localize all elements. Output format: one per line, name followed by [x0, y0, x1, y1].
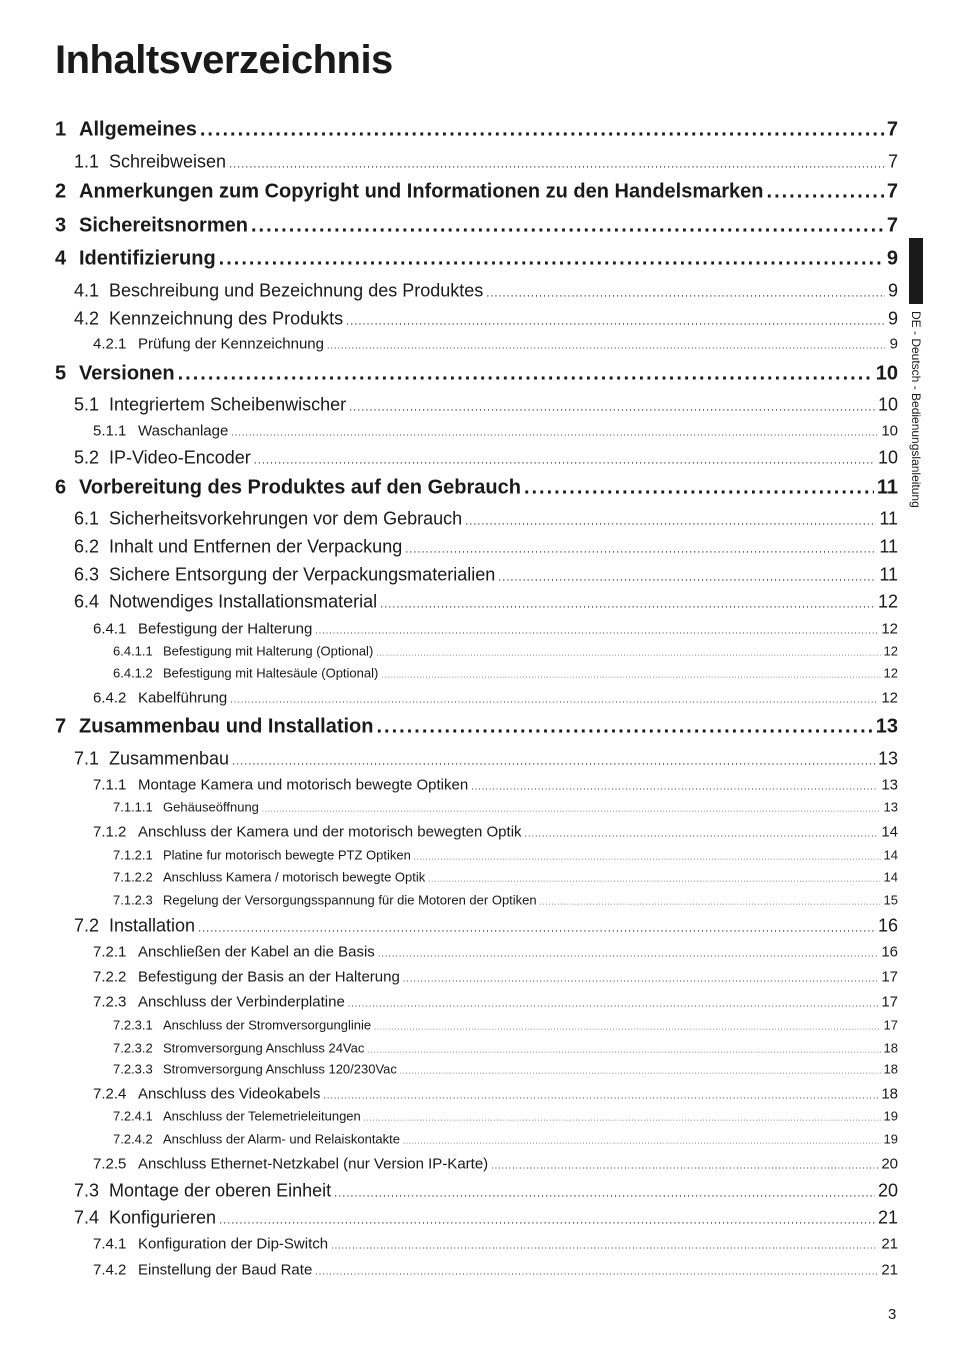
toc-entry-page: 11 [879, 508, 898, 529]
toc-entry[interactable] [93, 1262, 898, 1279]
dot-leader [364, 1116, 881, 1123]
toc-entry-label: Identifizierung [79, 247, 216, 270]
dot-leader [403, 974, 878, 984]
toc-entry[interactable] [93, 690, 898, 707]
toc-entry-number: 5.2 [74, 447, 100, 468]
toc-entry-page: 21 [881, 1235, 898, 1253]
dot-leader [403, 1139, 881, 1146]
toc-entry[interactable] [93, 777, 898, 794]
toc-entry[interactable] [93, 1156, 898, 1173]
page-number: 3 [888, 1306, 897, 1323]
toc-entry-number: 4.2.1 [93, 335, 127, 353]
dot-leader [525, 829, 879, 839]
toc-entry-number: 7.2 [74, 915, 100, 936]
toc-entry-page: 10 [877, 447, 898, 468]
toc-entry-page: 18 [883, 1061, 898, 1077]
dot-leader [219, 1215, 875, 1227]
toc-entry[interactable] [55, 363, 898, 386]
dot-leader [498, 572, 876, 584]
toc-entry-page: 11 [879, 536, 898, 557]
toc-entry-page: 14 [881, 823, 898, 841]
toc-entry-number: 1.1 [74, 151, 100, 172]
dot-leader [471, 782, 878, 792]
toc-entry-label: Anschluss der Verbinderplatine [138, 993, 345, 1011]
toc-entry-label: Anschluss Ethernet-Netzkabel (nur Version IP-Karte) [138, 1155, 489, 1173]
toc-entry-page: 18 [881, 1085, 898, 1103]
toc-entry-label: Konfiguration der Dip-Switch [138, 1235, 329, 1253]
toc-entry-number: 5.1 [74, 394, 100, 415]
toc-entry-page: 14 [883, 847, 898, 863]
toc-entry-label: Anschließen der Kabel an die Basis [138, 943, 375, 961]
toc-entry-label: Kennzeichnung des Produkts [109, 308, 344, 329]
toc-entry[interactable] [74, 152, 898, 173]
toc-entry-page: 13 [877, 748, 898, 769]
toc-entry-number: 7.4.2 [93, 1261, 127, 1279]
toc-entry-label: Anschluss der Alarm- und Relaiskontakte [163, 1131, 401, 1147]
toc-entry-label: IP-Video-Encoder [109, 447, 251, 468]
toc-entry-number: 4.1 [74, 280, 100, 301]
toc-entry-label: Inhalt und Entfernen der Verpackung [109, 536, 403, 557]
toc-entry[interactable] [74, 448, 898, 469]
toc-entry-number: 7.2.4.2 [113, 1131, 153, 1147]
toc-entry-label: Sichere Entsorgung der Verpackungsmaterialien [109, 564, 496, 585]
toc-entry-page: 7 [886, 180, 898, 203]
toc-entry-page: 21 [877, 1207, 898, 1228]
toc-entry[interactable] [74, 1181, 898, 1202]
toc-entry[interactable] [93, 336, 898, 353]
toc-entry-number: 7.2.3 [93, 993, 127, 1011]
toc-entry-label: Versionen [79, 362, 175, 385]
dot-leader [540, 900, 881, 907]
toc-entry[interactable] [74, 916, 898, 937]
toc-entry-page: 7 [887, 151, 898, 172]
toc-entry-page: 11 [879, 564, 898, 585]
toc-entry-number: 6.4.1.2 [113, 665, 153, 681]
toc-entry-number: 6.4.1.1 [113, 643, 153, 659]
toc-entry-label: Befestigung mit Halterung (Optional) [163, 643, 374, 659]
toc-entry[interactable] [74, 592, 898, 613]
dot-leader [376, 651, 880, 658]
toc-entry-number: 6.4 [74, 591, 100, 612]
dot-leader [331, 1241, 878, 1251]
toc-entry[interactable] [74, 509, 898, 530]
toc-entry-number: 6.3 [74, 564, 100, 585]
toc-entry-page: 20 [877, 1180, 898, 1201]
toc-entry[interactable] [113, 1109, 898, 1124]
toc-entry-number: 4 [55, 247, 67, 270]
toc-entry-page: 17 [881, 993, 898, 1011]
toc-entry-label: Sicherheitsvorkehrungen vor dem Gebrauch [109, 508, 463, 529]
page-title: Inhaltsverzeichnis [55, 38, 393, 82]
toc-entry-label: Platine fur motorisch bewegte PTZ Optiken [163, 847, 411, 863]
toc-entry[interactable] [93, 621, 898, 638]
toc-entry-number: 6.2 [74, 536, 100, 557]
toc-entry-number: 6.4.1 [93, 620, 127, 638]
toc-entry-label: Sichereitsnormen [79, 214, 248, 237]
toc-entry-label: Installation [109, 915, 196, 936]
toc-entry[interactable] [113, 1018, 898, 1033]
dot-leader [178, 363, 873, 386]
toc-entry[interactable] [55, 716, 898, 739]
toc-entry[interactable] [113, 1132, 898, 1147]
dot-leader [315, 1267, 878, 1277]
toc-entry-label: Anschluss des Videokabels [138, 1085, 321, 1103]
toc-entry[interactable] [113, 893, 898, 908]
toc-entry[interactable] [93, 1086, 898, 1103]
toc-entry-page: 13 [881, 776, 898, 794]
toc-entry[interactable] [55, 215, 898, 238]
dot-leader [262, 807, 881, 814]
toc-entry-page: 21 [881, 1261, 898, 1279]
toc-entry[interactable] [74, 281, 898, 302]
toc-entry-label: Kabelführung [138, 689, 228, 707]
toc-entry-number: 7.2.4.1 [113, 1108, 153, 1124]
toc-entry[interactable] [93, 1236, 898, 1253]
toc-entry-page: 19 [883, 1108, 898, 1124]
dot-leader [400, 1069, 881, 1076]
toc-entry-label: Waschanlage [138, 422, 229, 440]
language-tab-marker [909, 238, 923, 304]
dot-leader [376, 716, 872, 739]
dot-leader [348, 999, 879, 1009]
toc-entry-page: 12 [883, 643, 898, 659]
toc-entry-page: 13 [875, 715, 898, 738]
toc-entry-label: Montage Kamera und motorisch bewegte Optiken [138, 776, 469, 794]
dot-leader [327, 341, 887, 351]
toc-entry-number: 7.4.1 [93, 1235, 127, 1253]
toc-entry-page: 17 [883, 1017, 898, 1033]
toc-entry-number: 7.2.3.3 [113, 1061, 153, 1077]
dot-leader [374, 1025, 880, 1032]
toc-entry-page: 17 [881, 968, 898, 986]
toc-entry[interactable] [74, 565, 898, 586]
toc-entry-label: Anschluss der Kamera und der motorisch bewegten Optik [138, 823, 522, 841]
dot-leader [524, 477, 874, 500]
toc-entry-page: 12 [877, 591, 898, 612]
toc-entry-label: Anschluss der Stromversorgunglinie [163, 1017, 372, 1033]
toc-entry-label: Vorbereitung des Produktes auf den Gebrauch [79, 476, 521, 499]
toc-entry[interactable] [74, 395, 898, 416]
dot-leader [349, 402, 875, 414]
toc-entry-number: 7.2.4 [93, 1085, 127, 1103]
toc-entry-page: 20 [881, 1155, 898, 1173]
dot-leader [200, 119, 884, 142]
toc-entry-number: 6 [55, 476, 67, 499]
dot-leader [767, 181, 884, 204]
toc-entry[interactable] [74, 309, 898, 330]
toc-entry-number: 7.1.1 [93, 776, 127, 794]
toc-entry-page: 13 [883, 799, 898, 815]
dot-leader [334, 1188, 875, 1200]
toc-entry-label: Befestigung der Halterung [138, 620, 313, 638]
toc-entry-label: Regelung der Versorgungsspannung für die Motoren der Optiken [163, 892, 537, 908]
toc-entry-page: 10 [877, 394, 898, 415]
toc-entry-number: 4.2 [74, 308, 100, 329]
toc-entry-number: 7.2.1 [93, 943, 127, 961]
toc-entry[interactable] [113, 870, 898, 885]
dot-leader [198, 923, 875, 935]
toc-entry-label: Stromversorgung Anschluss 24Vac [163, 1040, 365, 1056]
toc-entry-number: 7.1 [74, 748, 100, 769]
toc-entry-page: 12 [881, 689, 898, 707]
dot-leader [381, 673, 880, 680]
toc-entry-number: 6.1 [74, 508, 100, 529]
dot-leader [486, 288, 885, 300]
toc-entry-page: 12 [881, 620, 898, 638]
toc-entry-label: Beschreibung und Bezeichnung des Produktes [109, 280, 484, 301]
toc-entry-page: 10 [881, 422, 898, 440]
toc-entry[interactable] [113, 1062, 898, 1077]
dot-leader [380, 599, 875, 611]
toc-entry[interactable] [74, 1208, 898, 1229]
toc-entry-number: 3 [55, 214, 67, 237]
toc-entry-label: Befestigung der Basis an der Halterung [138, 968, 400, 986]
toc-entry-label: Einstellung der Baud Rate [138, 1261, 313, 1279]
toc-entry-page: 9 [887, 280, 898, 301]
toc-entry[interactable] [93, 423, 898, 440]
toc-entry-number: 7.2.3.2 [113, 1040, 153, 1056]
dot-leader [405, 544, 876, 556]
toc-entry-label: Notwendiges Installationsmaterial [109, 591, 378, 612]
toc-entry-number: 6.4.2 [93, 689, 127, 707]
dot-leader [491, 1161, 878, 1171]
toc-entry-page: 18 [883, 1040, 898, 1056]
dot-leader [465, 516, 876, 528]
toc-entry-number: 7.3 [74, 1180, 100, 1201]
toc-entry[interactable] [93, 994, 898, 1011]
toc-entry-number: 7 [55, 715, 67, 738]
dot-leader [315, 626, 878, 636]
toc-entry[interactable] [93, 944, 898, 961]
toc-entry-page: 16 [881, 943, 898, 961]
toc-entry-page: 9 [887, 308, 898, 329]
toc-entry[interactable] [55, 181, 898, 204]
toc-entry-page: 9 [886, 247, 898, 270]
dot-leader [230, 695, 878, 705]
toc-entry[interactable] [74, 749, 898, 770]
toc-entry[interactable] [113, 800, 898, 815]
toc-entry-number: 7.1.2.1 [113, 847, 153, 863]
toc-entry-label: Anschluss der Telemetrieleitungen [163, 1108, 361, 1124]
toc-entry-label: Montage der oberen Einheit [109, 1180, 332, 1201]
toc-entry-number: 7.1.2.2 [113, 869, 153, 885]
toc-entry[interactable] [113, 848, 898, 863]
dot-leader [428, 877, 880, 884]
toc-entry-label: Befestigung mit Haltesäule (Optional) [163, 665, 379, 681]
dot-leader [229, 159, 885, 171]
toc-entry-label: Zusammenbau und Installation [79, 715, 374, 738]
dot-leader [346, 316, 885, 328]
toc-entry-page: 7 [886, 214, 898, 237]
dot-leader [367, 1048, 880, 1055]
toc-entry-page: 12 [883, 665, 898, 681]
toc-entry-page: 9 [889, 335, 898, 353]
dot-leader [323, 1091, 878, 1101]
toc-entry-number: 7.2.2 [93, 968, 127, 986]
dot-leader [232, 756, 875, 768]
toc-entry-number: 7.1.2 [93, 823, 127, 841]
toc-entry[interactable] [74, 537, 898, 558]
toc-entry-number: 7.1.2.3 [113, 892, 153, 908]
toc-entry[interactable] [55, 477, 898, 500]
toc-entry[interactable] [55, 248, 898, 271]
toc-entry-label: Anschluss Kamera / motorisch bewegte Optik [163, 869, 426, 885]
dot-leader [231, 428, 878, 438]
dot-leader [254, 455, 875, 467]
toc-entry[interactable] [55, 119, 898, 142]
toc-entry-number: 7.2.3.1 [113, 1017, 153, 1033]
toc-entry-number: 5 [55, 362, 67, 385]
toc-entry-number: 7.1.1.1 [113, 799, 153, 815]
dot-leader [251, 215, 884, 238]
toc-entry-number: 7.4 [74, 1207, 100, 1228]
toc-entry-page: 14 [883, 869, 898, 885]
toc-entry-page: 15 [883, 892, 898, 908]
dot-leader [378, 949, 879, 959]
toc-entry-label: Konfigurieren [109, 1207, 217, 1228]
toc-entry-label: Stromversorgung Anschluss 120/230Vac [163, 1061, 397, 1077]
toc-entry-label: Gehäuseöffnung [163, 799, 259, 815]
toc-entry[interactable] [113, 1041, 898, 1056]
toc-entry[interactable] [113, 644, 898, 659]
toc-entry-label: Prüfung der Kennzeichnung [138, 335, 324, 353]
toc-entry-number: 7.2.5 [93, 1155, 127, 1173]
toc-entry-page: 7 [886, 118, 898, 141]
toc-entry-number: 5.1.1 [93, 422, 127, 440]
toc-entry-page: 16 [877, 915, 898, 936]
dot-leader [219, 248, 884, 271]
toc-entry-number: 2 [55, 180, 67, 203]
toc-entry-number: 1 [55, 118, 67, 141]
dot-leader [414, 855, 881, 862]
toc-entry-label: Integriertem Scheibenwischer [109, 394, 347, 415]
toc-entry-page: 11 [876, 476, 898, 499]
toc-entry[interactable] [113, 666, 898, 681]
toc-entry[interactable] [93, 824, 898, 841]
toc-entry[interactable] [93, 969, 898, 986]
toc-entry-label: Allgemeines [79, 118, 197, 141]
toc-entry-label: Anmerkungen zum Copyright und Informationen zu den Handelsmarken [79, 180, 764, 203]
toc-entry-label: Zusammenbau [109, 748, 230, 769]
toc-entry-label: Schreibweisen [109, 151, 227, 172]
toc-entry-page: 10 [875, 362, 898, 385]
toc-entry-page: 19 [883, 1131, 898, 1147]
sidebar-language-label: DE - Deutsch - Bedienungslanleitung [909, 311, 923, 508]
